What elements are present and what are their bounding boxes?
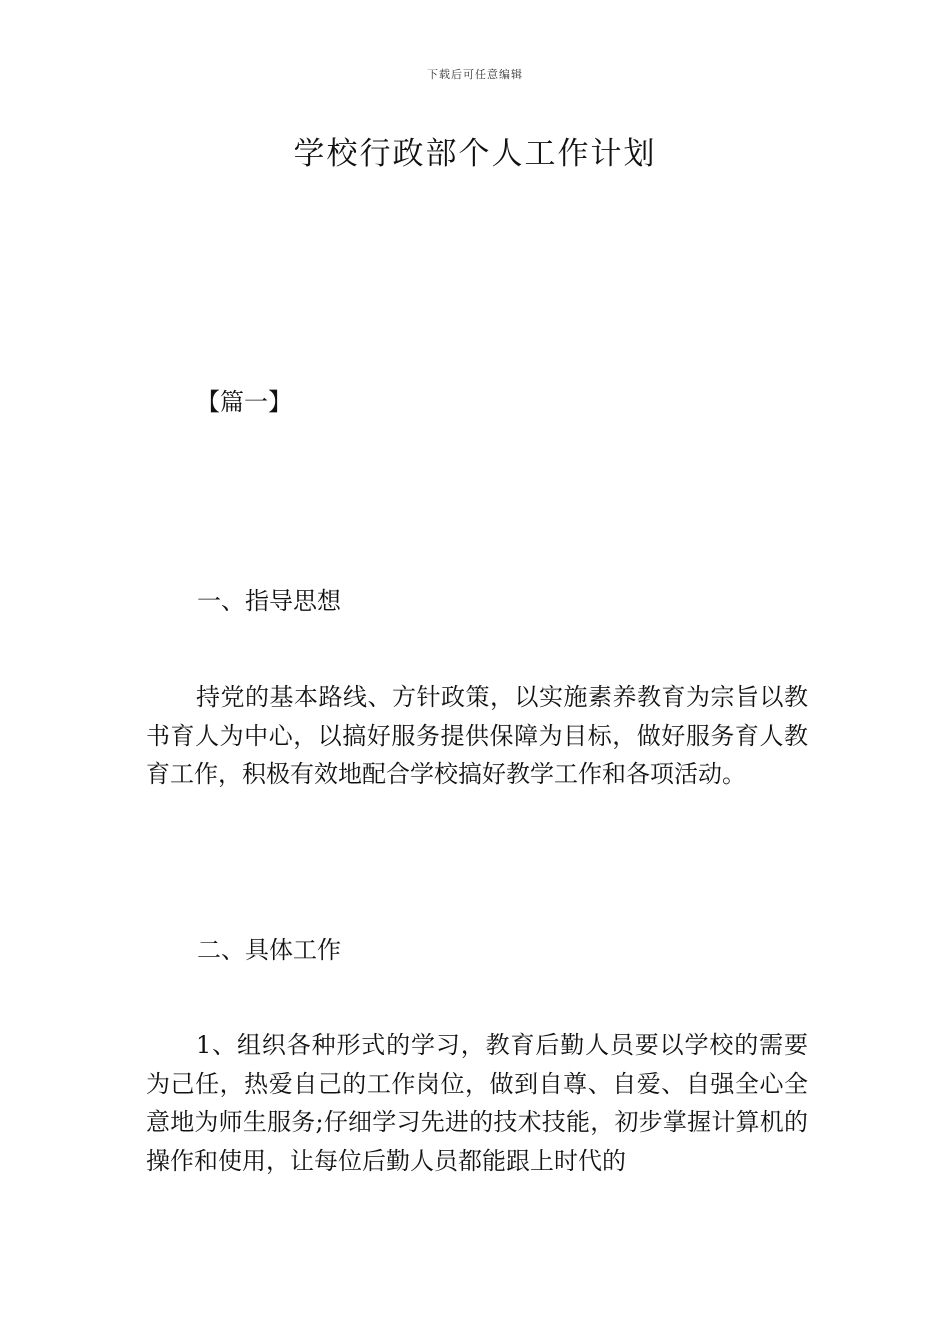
heading-guiding-ideology: 一、指导思想 xyxy=(197,587,341,615)
heading-specific-work: 二、具体工作 xyxy=(197,936,341,964)
document-title: 学校行政部个人工作计划 xyxy=(293,136,657,172)
section-marker: 【篇一】 xyxy=(196,388,292,416)
paragraph-specific-work-1: 1、组织各种形式的学习，教育后勤人员要以学校的需要为己任，热爱自己的工作岗位，做到自尊、自爱、自强全心全意地为师生服务;仔细学习先进的技术技能，初步掌握计算机的操作和使用，让每位后勤人员都能跟上时代的 xyxy=(146,1031,808,1175)
page-header-note: 下载后可任意编辑 xyxy=(427,68,523,81)
paragraph-guiding-ideology: 持党的基本路线、方针政策，以实施素养教育为宗旨以教书育人为中心，以搞好服务提供保障为目标，做好服务育人教育工作，积极有效地配合学校搞好教学工作和各项活动。 xyxy=(146,683,808,789)
